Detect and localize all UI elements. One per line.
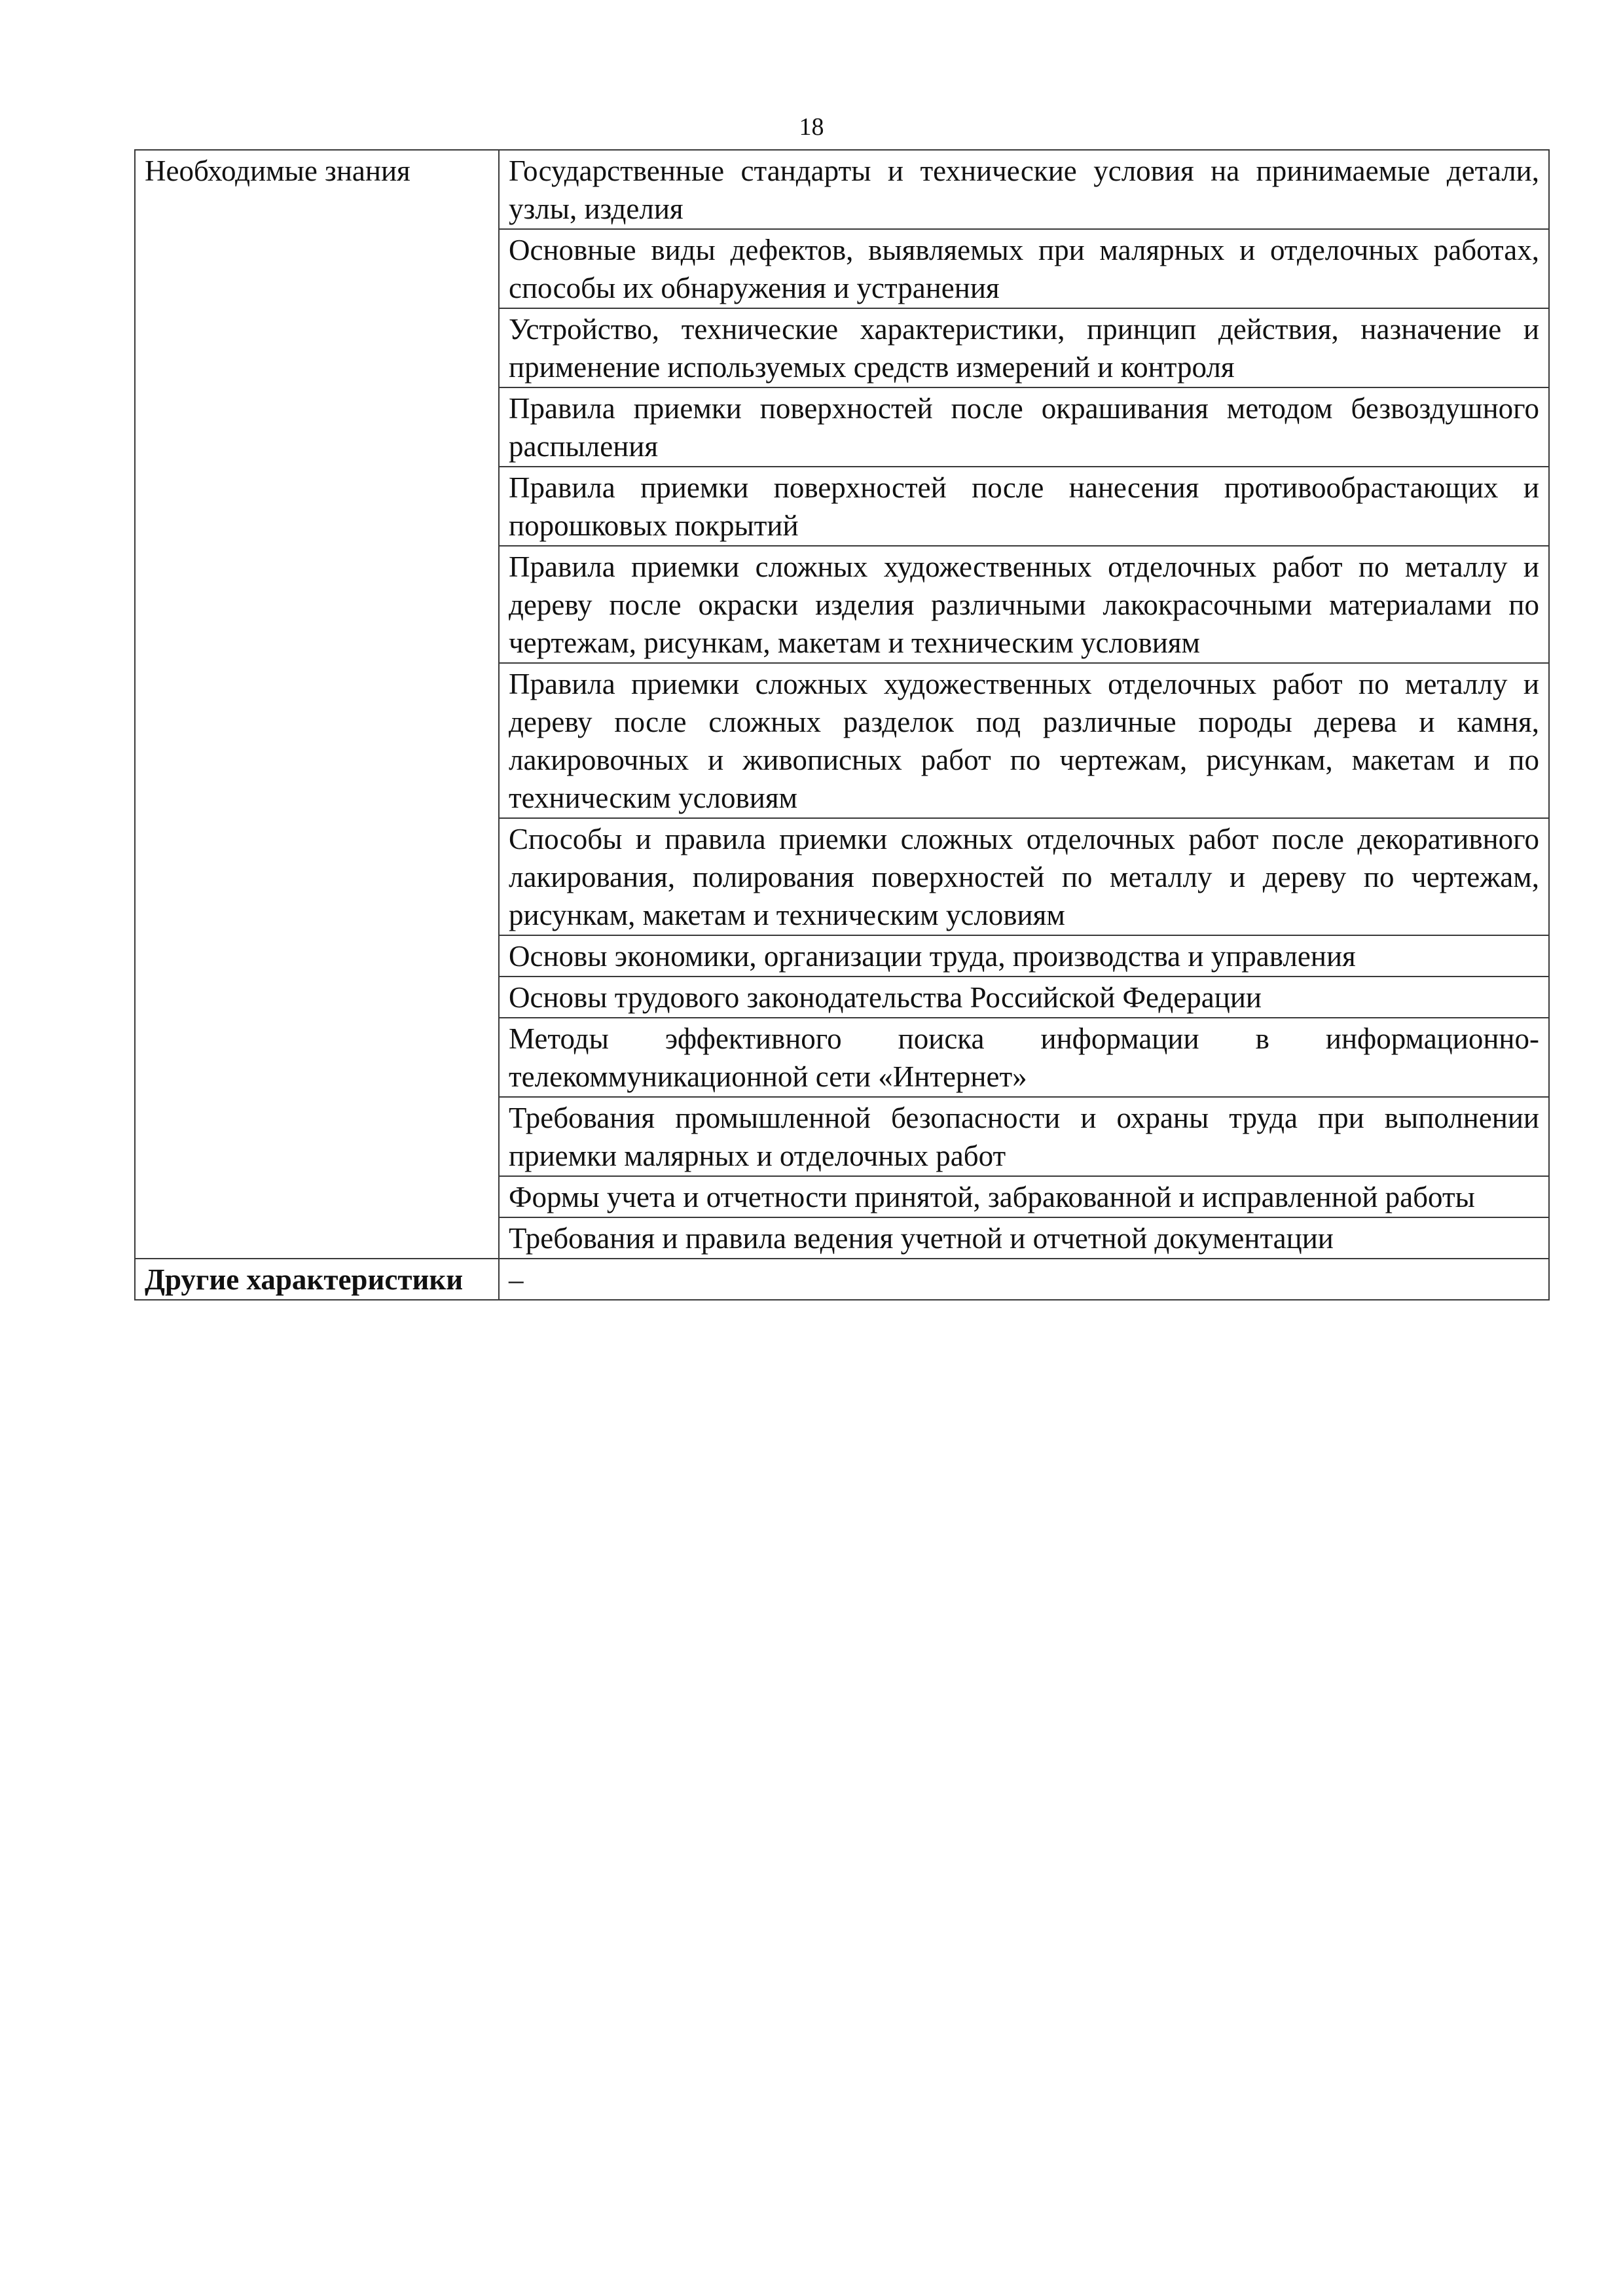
knowledge-item: Основы трудового законодательства Российской Федерации <box>499 977 1549 1018</box>
knowledge-item: Формы учета и отчетности принятой, забракованной и исправленной работы <box>499 1176 1549 1217</box>
knowledge-item: Способы и правила приемки сложных отделочных работ после декоративного лакирования, полирования поверхностей по металлу и дереву по чертежам, рисункам, макетам и техническим условиям <box>499 818 1549 935</box>
knowledge-item: Основы экономики, организации труда, производства и управления <box>499 935 1549 977</box>
knowledge-label-cell: Необходимые знания <box>135 150 499 1259</box>
knowledge-item: Государственные стандарты и технические условия на принимаемые детали, узлы, изделия <box>499 150 1549 229</box>
page-number: 18 <box>799 113 824 141</box>
knowledge-item: Устройство, технические характеристики, принцип действия, назначение и применение используемых средств измерений и контроля <box>499 308 1549 387</box>
table-row <box>135 1259 1549 1300</box>
other-characteristics-value-cell: – <box>499 1259 1549 1300</box>
knowledge-item: Правила приемки сложных художественных отделочных работ по металлу и дереву после сложных разделок под различные породы дерева и камня, лакировочных и живописных работ по чертежам, рисункам, макетам и по техническим условиям <box>499 663 1549 818</box>
knowledge-item: Правила приемки поверхностей после нанесения противообрастающих и порошковых покрытий <box>499 467 1549 546</box>
other-characteristics-label-cell: Другие характеристики <box>135 1259 499 1300</box>
knowledge-item: Требования промышленной безопасности и охраны труда при выполнении приемки малярных и отделочных работ <box>499 1097 1549 1176</box>
knowledge-item: Методы эффективного поиска информации в информационно-телекоммуникационной сети «Интернет» <box>499 1018 1549 1097</box>
table-row <box>135 150 1549 229</box>
requirements-table <box>134 149 1550 1300</box>
knowledge-item: Правила приемки сложных художественных отделочных работ по металлу и дереву после окраски изделия различными лакокрасочными материалами по чертежам, рисункам, макетам и техническим условиям <box>499 546 1549 663</box>
knowledge-item: Требования и правила ведения учетной и отчетной документации <box>499 1217 1549 1259</box>
knowledge-item: Правила приемки поверхностей после окрашивания методом безвоздушного распыления <box>499 387 1549 467</box>
knowledge-item: Основные виды дефектов, выявляемых при малярных и отделочных работах, способы их обнаружения и устранения <box>499 229 1549 308</box>
